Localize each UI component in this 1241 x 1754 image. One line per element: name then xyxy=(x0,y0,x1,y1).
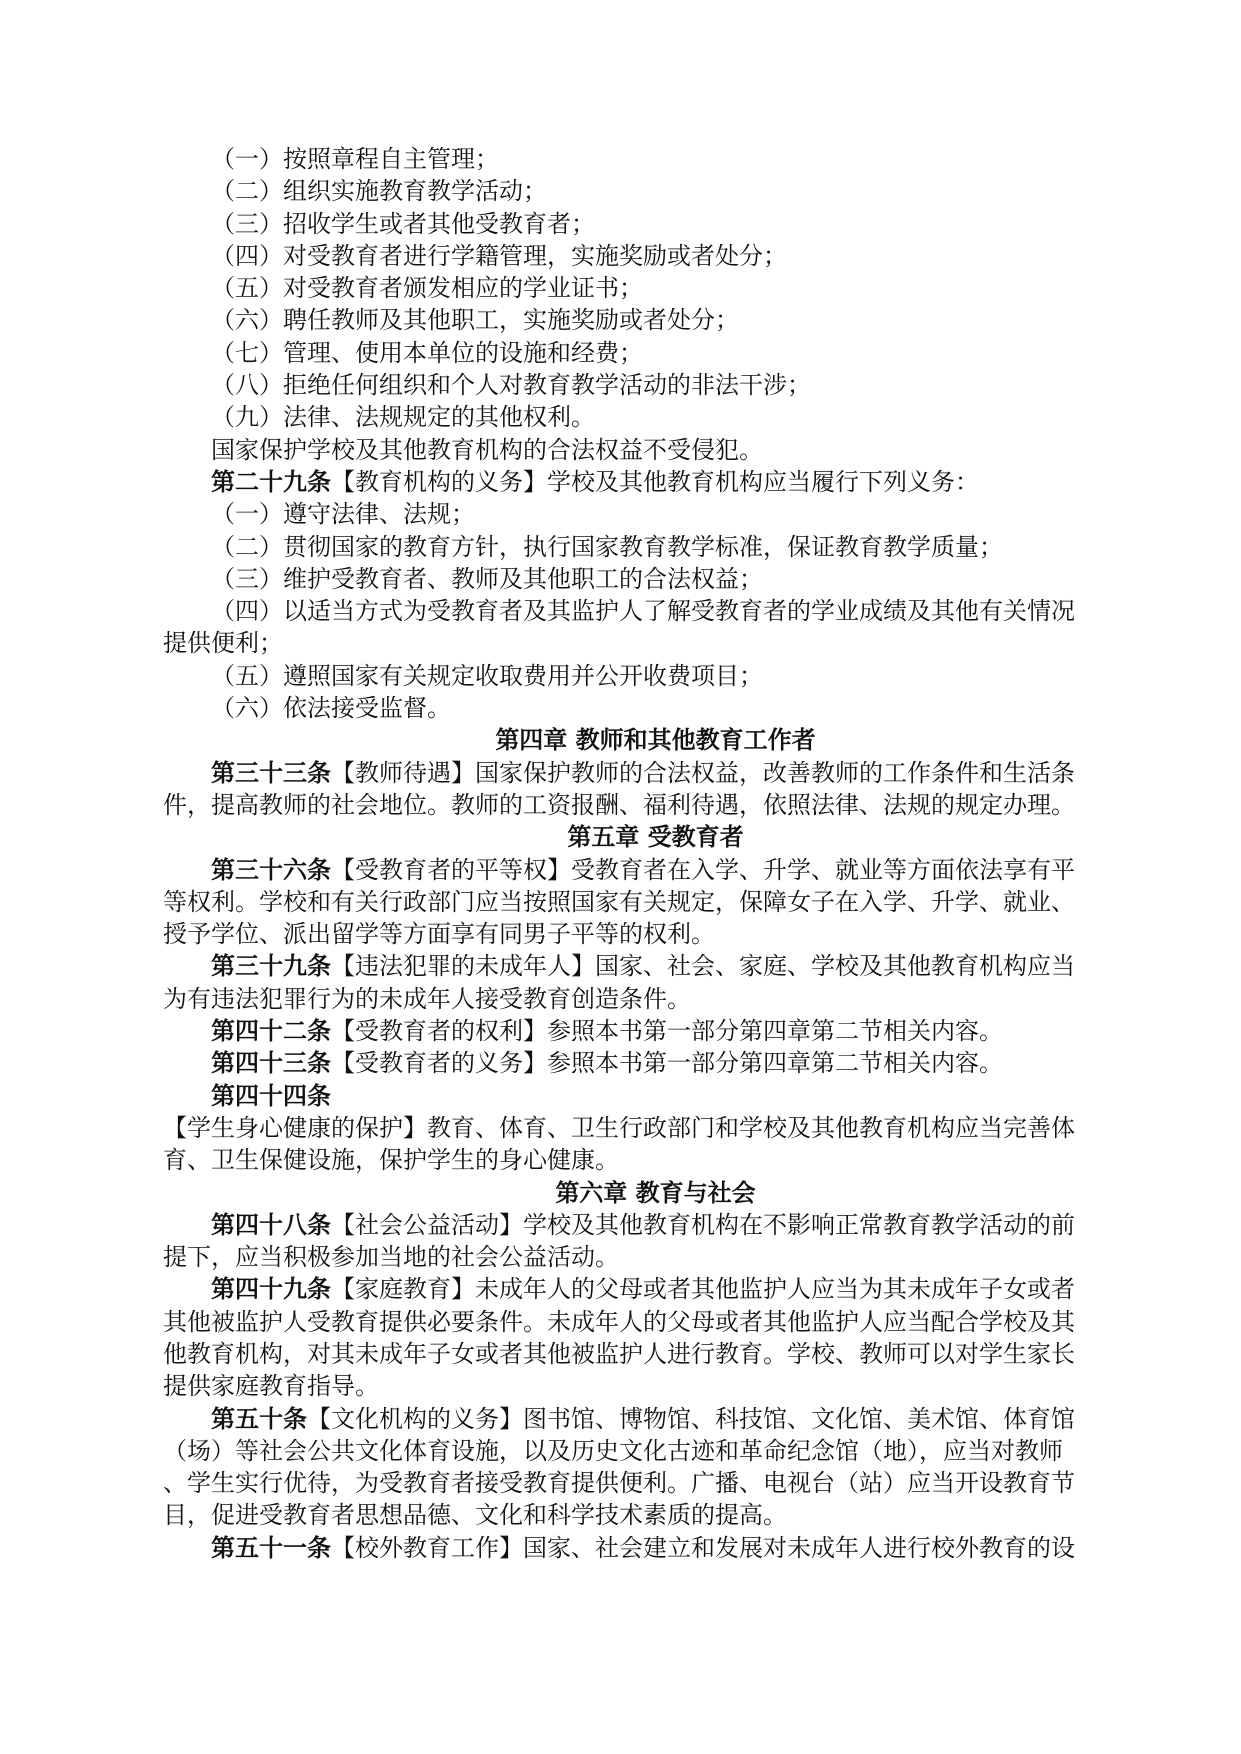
article-text: 【文化机构的义务】图书馆、博物馆、科技馆、文化馆、美术馆、体育馆 xyxy=(307,1404,1075,1433)
article-43 xyxy=(163,1047,1108,1079)
list-item: （一）按照章程自主管理； xyxy=(211,145,499,173)
article-text-line: 为有违法犯罪行为的未成年人接受教育创造条件。 xyxy=(163,984,691,1013)
article-text-line: 、学生实行优待，为受教育者接受教育提供便利。广播、电视台（站）应当开设教育节 xyxy=(163,1469,1075,1498)
article-number: 第五十一条 xyxy=(211,1532,331,1562)
article-text-line: 他教育机构，对其未成年子女或者其他被监护人进行教育。学校、教师可以对学生家长 xyxy=(163,1339,1075,1368)
list-item: （五）遵照国家有关规定收取费用并公开收费项目； xyxy=(211,661,763,690)
article-text-line: 授予学位、派出留学等方面享有同男子平等的权利。 xyxy=(163,920,715,949)
article-number: 第二十九条 xyxy=(211,466,331,496)
article-text: 【受教育者的义务】参照本书第一部分第四章第二节相关内容。 xyxy=(331,1049,1003,1078)
article-29 xyxy=(163,466,1108,498)
article-number: 第四十九条 xyxy=(211,1274,331,1304)
article-36 xyxy=(163,854,1108,886)
article-39 xyxy=(163,950,1108,982)
list-item: （八）拒绝任何组织和个人对教育教学活动的非法干涉； xyxy=(211,371,811,400)
chapter-heading: 第五章 受教育者 xyxy=(567,822,744,852)
article-text-line: 提供家庭教育指导。 xyxy=(163,1372,379,1401)
chapter-heading: 第四章 教师和其他教育工作者 xyxy=(495,725,816,755)
list-item: （二）组织实施教育教学活动； xyxy=(211,177,547,206)
article-text-line: 【学生身心健康的保护】教育、体育、卫生行政部门和学校及其他教育机构应当完善体 xyxy=(163,1113,1075,1142)
article-text: 【教师待遇】国家保护教师的合法权益，改善教师的工作条件和生活条 xyxy=(331,758,1075,787)
article-text: 【受教育者的权利】参照本书第一部分第四章第二节相关内容。 xyxy=(331,1017,1003,1046)
article-33 xyxy=(163,757,1108,789)
list-item: （四）以适当方式为受教育者及其监护人了解受教育者的学业成绩及其他有关情况 xyxy=(211,597,1075,626)
list-item: （六）聘任教师及其他职工，实施奖励或者处分； xyxy=(211,306,739,335)
article-number: 第三十九条 xyxy=(211,951,331,981)
article-number: 第四十四条 xyxy=(211,1080,331,1110)
article-number: 第五十条 xyxy=(211,1403,307,1433)
article-text-line: 其他被监护人受教育提供必要条件。未成年人的父母或者其他监护人应当配合学校及其 xyxy=(163,1307,1075,1336)
list-item: （九）法律、法规规定的其他权利。 xyxy=(211,403,595,432)
article-50 xyxy=(163,1403,1108,1435)
chapter-heading: 第六章 教育与社会 xyxy=(555,1177,756,1207)
document-page xyxy=(163,143,1108,1564)
article-text: 【家庭教育】未成年人的父母或者其他监护人应当为其未成年子女或者 xyxy=(331,1275,1075,1304)
article-text: 【社会公益活动】学校及其他教育机构在不影响正常教育教学活动的前 xyxy=(331,1210,1075,1239)
article-text-line: 目，促进受教育者思想品德、文化和科学技术素质的提高。 xyxy=(163,1501,787,1530)
article-text: 【受教育者的平等权】受教育者在入学、升学、就业等方面依法享有平 xyxy=(331,855,1075,884)
article-number: 第三十三条 xyxy=(211,757,331,787)
list-item: （三）维护受教育者、教师及其他职工的合法权益； xyxy=(211,564,763,593)
article-text: 【校外教育工作】国家、社会建立和发展对未成年人进行校外教育的设 xyxy=(331,1533,1075,1562)
article-text-line: 育、卫生保健设施，保护学生的身心健康。 xyxy=(163,1146,619,1175)
article-text-line: 等权利。学校和有关行政部门应当按照国家有关规定，保障女子在入学、升学、就业、 xyxy=(163,887,1075,916)
list-item: （五）对受教育者颁发相应的学业证书； xyxy=(211,274,643,303)
list-item: （二）贯彻国家的教育方针，执行国家教育教学标准，保证教育教学质量； xyxy=(211,532,1003,561)
article-text-line: （场）等社会公共文化体育设施，以及历史文化古迹和革命纪念馆（地），应当对教师 xyxy=(163,1436,1063,1465)
article-number: 第四十二条 xyxy=(211,1016,331,1046)
article-text-line: 提下，应当积极参加当地的社会公益活动。 xyxy=(163,1243,619,1272)
list-item: （六）依法接受监督。 xyxy=(211,694,451,723)
article-number: 第四十八条 xyxy=(211,1209,331,1239)
article-49 xyxy=(163,1273,1108,1305)
article-text-line: 件，提高教师的社会地位。教师的工资报酬、福利待遇，依照法律、法规的规定办理。 xyxy=(163,790,1075,819)
article-text: 【教育机构的义务】学校及其他教育机构应当履行下列义务： xyxy=(331,467,979,496)
article-number: 第四十三条 xyxy=(211,1048,331,1078)
article-text: 【违法犯罪的未成年人】国家、社会、家庭、学校及其他教育机构应当 xyxy=(331,952,1075,981)
list-item-continuation: 提供便利； xyxy=(163,629,283,658)
article-number: 第三十六条 xyxy=(211,854,331,884)
list-item: （三）招收学生或者其他受教育者； xyxy=(211,209,595,238)
article-51 xyxy=(163,1532,1108,1564)
list-item: （四）对受教育者进行学籍管理，实施奖励或者处分； xyxy=(211,241,787,270)
list-item: （七）管理、使用本单位的设施和经费； xyxy=(211,338,643,367)
article-42 xyxy=(163,1015,1108,1047)
paragraph-text: 国家保护学校及其他教育机构的合法权益不受侵犯。 xyxy=(211,435,763,464)
list-item: （一）遵守法律、法规； xyxy=(211,500,475,529)
article-48 xyxy=(163,1209,1108,1241)
